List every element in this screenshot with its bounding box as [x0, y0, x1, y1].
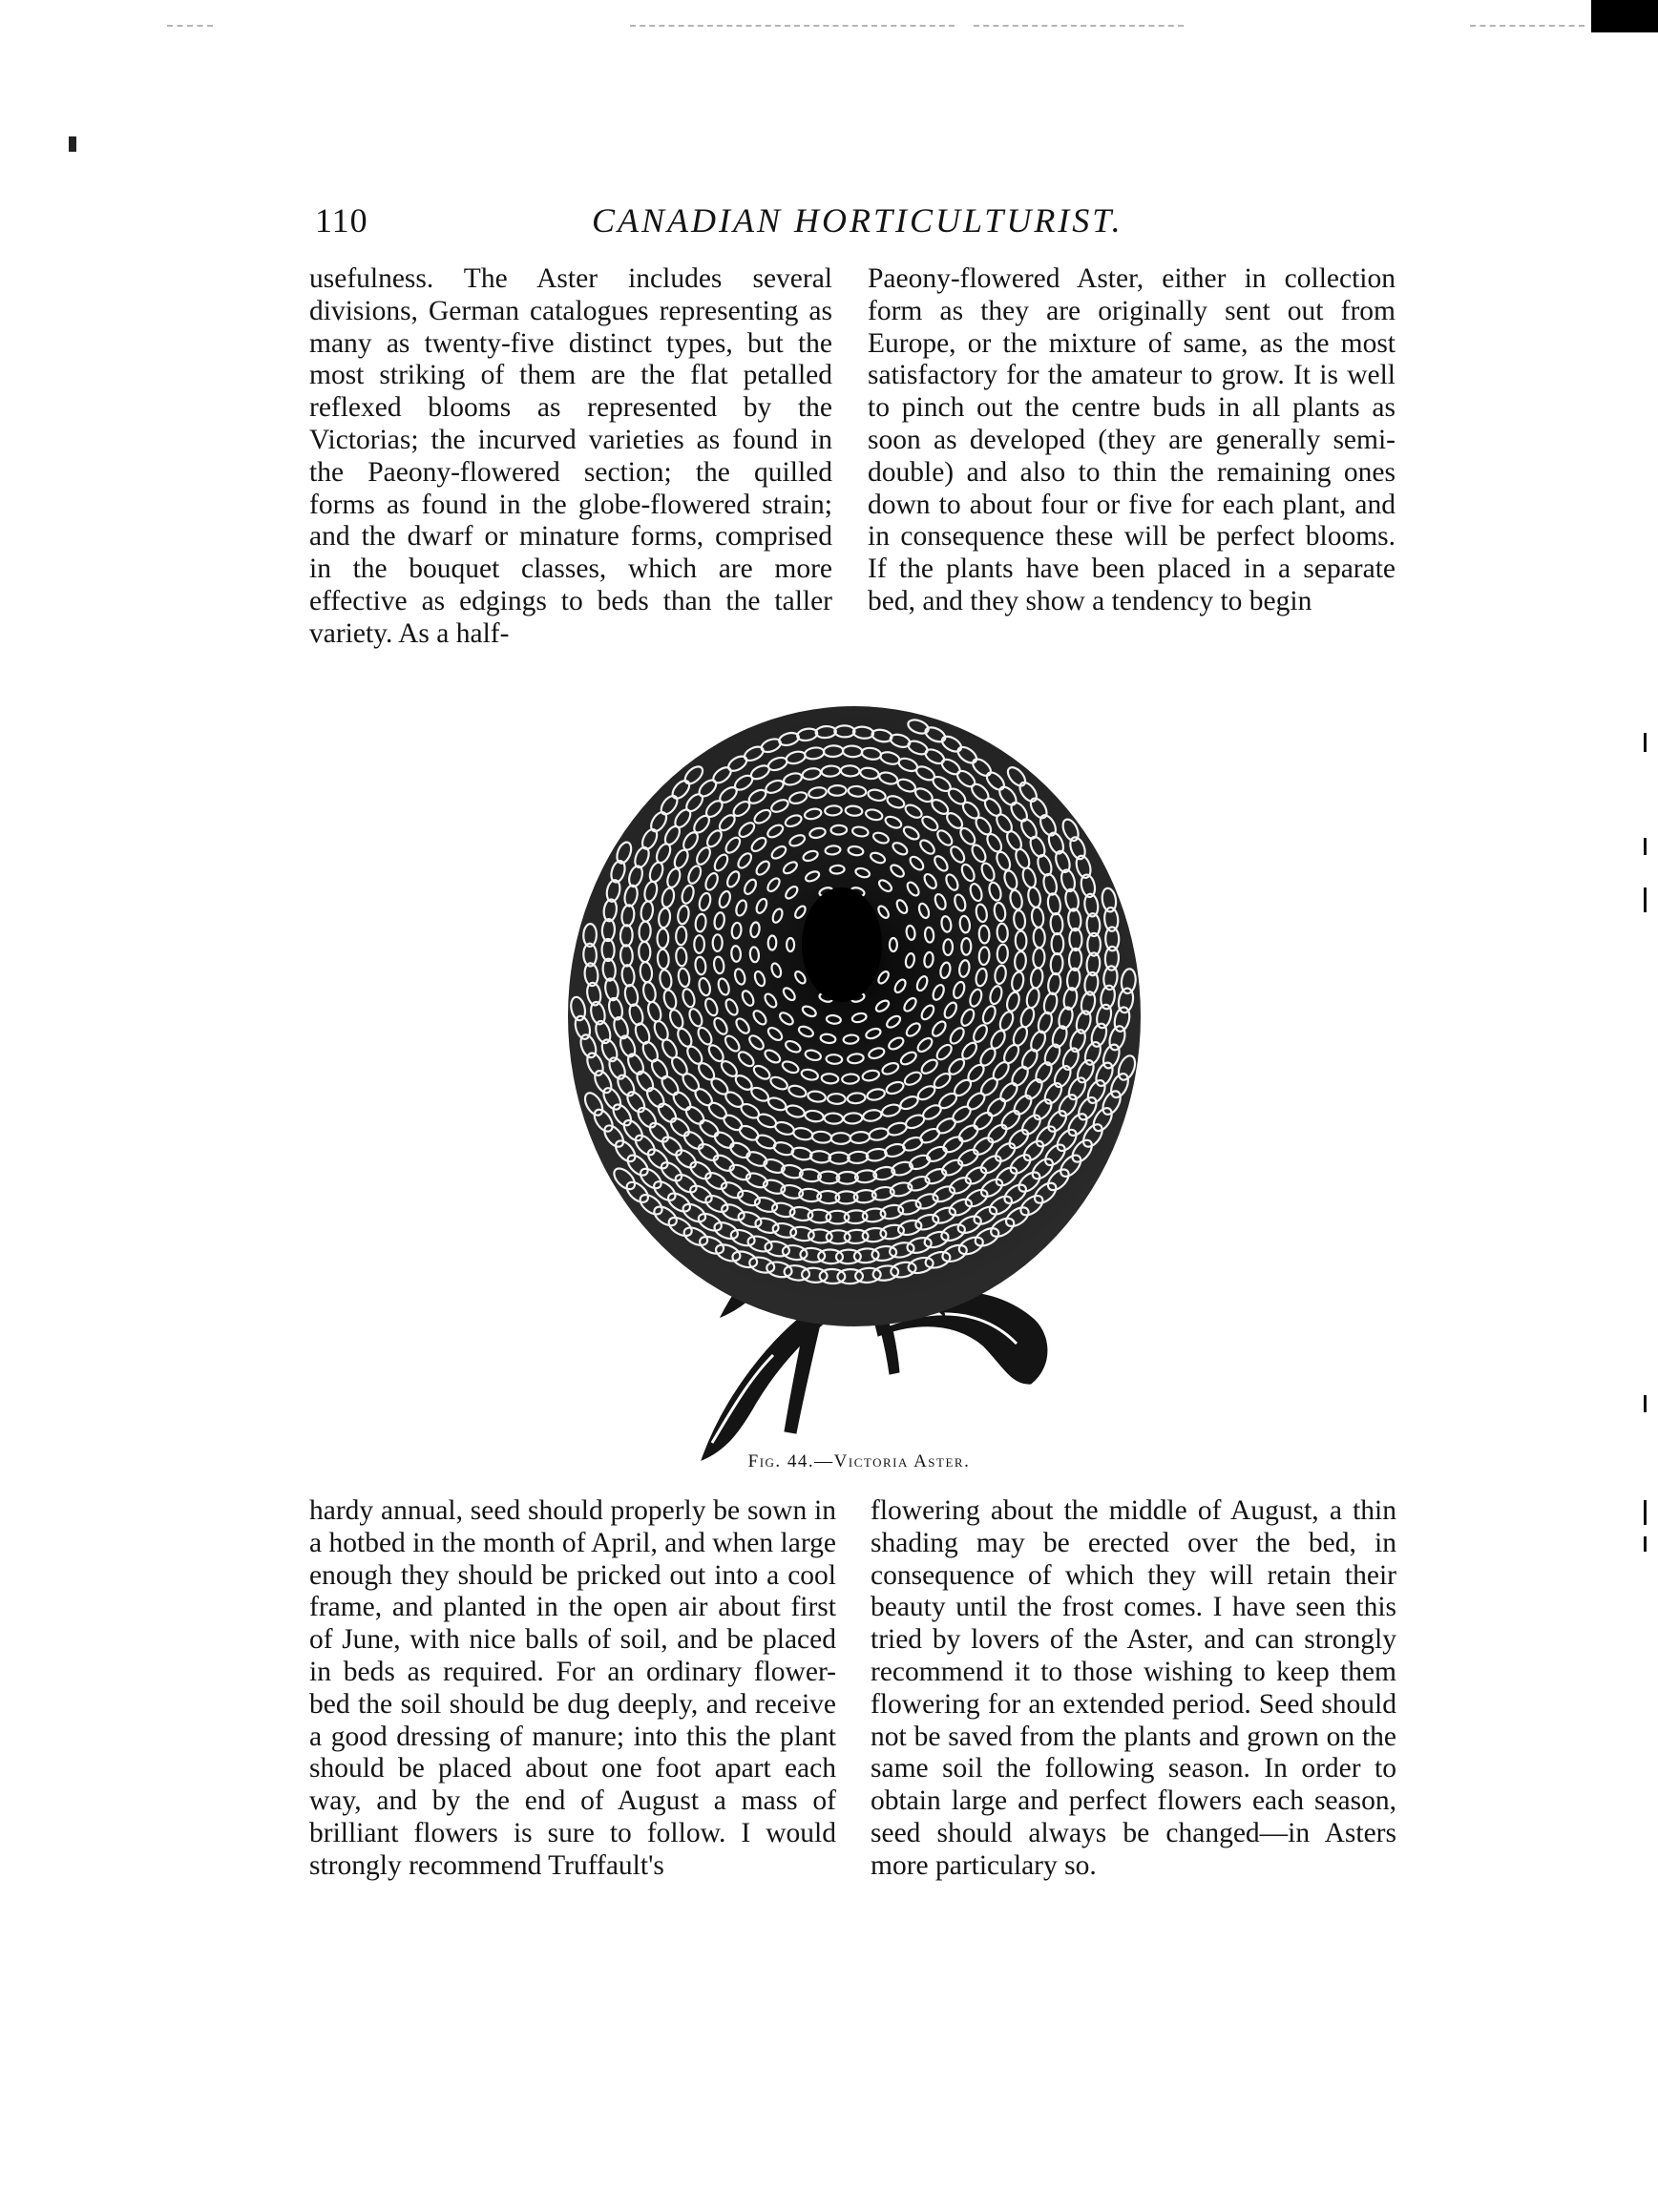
scan-speck	[69, 136, 76, 152]
figure-caption: Fig. 44.—Victoria Aster.	[747, 1451, 971, 1471]
paragraph: Paeony-flowered Aster, either in collection form as they are originally sent out from Europe, or the mixture of same, as the most satisfactory for the amateur to grow. It is well to pinch out the centre buds in all plants as soon as developed (they are generally semi-double) and also to thin the remaining ones down to about four or five for each plant, and in consequence these will be perfect blooms. If the plants have been placed in a separate bed, and they show a tendency to begin	[868, 263, 1396, 616]
scan-dash	[630, 25, 955, 29]
flower-centre	[802, 887, 882, 1002]
scan-edge-tick	[1644, 838, 1647, 855]
scan-edge-tick	[1644, 733, 1647, 752]
text-column-top-left	[309, 263, 832, 651]
scan-edge-tick	[1644, 887, 1647, 912]
scan-dash	[1470, 25, 1585, 29]
scan-edge-mark	[1591, 0, 1658, 32]
paragraph: hardy annual, seed should properly be sown in a hotbed in the month of April, and when large enough they should be pricked out into a cool frame, and planted in the open air about first of June, with nice balls of soil, and be placed in beds as required. For an ordinary flower-bed the soil should be dug deeply, and receive a good dressing of manure; into this the plant should be placed about one foot apart each way, and by the end of August a mass of brilliant flowers is sure to follow. I would strongly recommend Truffault's	[309, 1495, 836, 1881]
aster-engraving-icon	[535, 706, 1184, 1470]
paragraph: flowering about the middle of August, a thin shading may be erected over the bed, in consequence of which they will retain their beauty until the frost comes. I have seen this tried by lovers of the Aster, and can strongly recommend it to those wishing to keep them flowering for an extended period. Seed should not be saved from the plants and grown on the same soil the following season. In order to obtain large and perfect flowers each season, seed should always be changed—in Asters more particulary so.	[871, 1495, 1396, 1881]
page-number: 110	[315, 201, 368, 240]
text-column-bottom-left	[309, 1495, 836, 1883]
scan-edge-tick	[1644, 1536, 1647, 1552]
running-title: CANADIAN HORTICULTURIST.	[592, 201, 1123, 240]
scan-edge-tick	[1644, 1395, 1647, 1412]
scan-edge-tick	[1644, 1500, 1647, 1525]
victoria-aster-illustration	[535, 706, 1184, 1470]
paragraph: usefulness. The Aster includes several divisions, German catalogues representing as many as twenty-five distinct types, but the most striking of them are the flat petalled reflexed blooms as represented by the Victorias; the incurved varieties as found in the Paeony-flowered section; the quilled forms as found in the globe-flowered strain; and the dwarf or minature forms, comprised in the bouquet classes, which are more effective as edgings to beds than the taller variety. As a half-	[309, 263, 832, 649]
scan-dash	[974, 25, 1184, 29]
text-column-top-right	[868, 263, 1396, 618]
scan-dash	[167, 25, 213, 29]
text-column-bottom-right	[871, 1495, 1396, 1883]
